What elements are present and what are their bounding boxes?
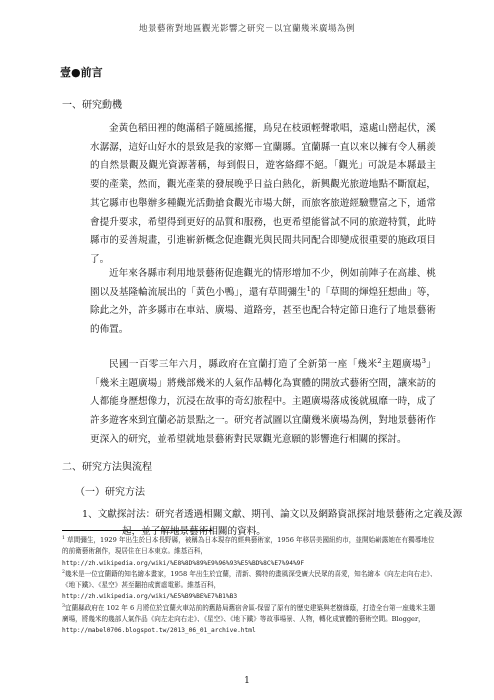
footnote-2-text: 幾米是一位宜蘭籍的知名繪本畫家，1958 年出生於宜蘭，清新、獨特的畫風深受廣大民眾的喜愛，知名繪本《向左走向右走》、《地下鐵》、《星空》甚至翻拍成實虛電影。維基百科， (62, 569, 437, 590)
paragraph-3-text-a: 民國一百零三年六月，縣政府在宜蘭打造了全新第一座「幾米 (109, 359, 378, 370)
footnote-ref-2[interactable]: 2 (377, 356, 382, 365)
footnote-1-link[interactable]: http://zh.wikipedia.org/wiki/%E8%8D%89%E9%96%93%E5%BD%8C%E7%94%9F (62, 559, 305, 567)
list-item-text: 文獻探討法：研究者透過相關文獻、期刊、論文以及網路資訊探討地景藝術之定義及源起，並了解地景藝術相關的資料。 (97, 509, 463, 537)
footnote-3-number: 3 (62, 603, 65, 609)
footnote-ref-1[interactable]: 1 (306, 284, 311, 293)
footnote-divider (62, 530, 212, 531)
footnote-1-text: 草間彌生，1929 年出生於日本長野縣，被稱為日本現存的經典藝術家，1956 年移居美國紐約市，並開始嶄露她在有獨導地位的前衛藝術創作，現居住在日本東京。維基百科， (62, 536, 435, 556)
footnote-3-link[interactable]: http://mabel0706.blogspot.tw/2013_06_01_archive.html (62, 627, 256, 635)
footnotes (62, 535, 440, 637)
footnote-ref-3[interactable]: 3 (421, 356, 427, 365)
paragraph-3-text-b: 主題廣場 (381, 359, 422, 370)
paragraph-1: 金黃色稻田裡的飽滿稻子隨風搖擺，鳥兒在枝頭輕聲歌唱，遠處山巒起伏，溪水潺潺，這好山好水的景致是我的家鄉－宜蘭縣。宜蘭縣一直以來以擁有令人稱羨的自然景觀及觀光資源著稱，每到假日，遊客絡繹不絕。「觀光」可說是本縣最主要的產業，然而，觀光產業的發展晚乎日益白熱化，新興觀光旅遊地點不斷竄起，其它縣市也舉辦多種觀光活動搶食觀光市場大餅，而旅客旅遊經驗豐富之下，通常會提升要求，希望得到更好的品質和服務，也更希望能嘗試不同的旅遊特質，此時縣市的妥善規畫，引進嶄新概念促進觀光與民間共同配合即變成很重要的施政項目了。 (90, 123, 436, 265)
footnote-2-number: 2 (62, 569, 65, 575)
running-header: 地景藝術對地區觀光影響之研究－以宜蘭幾米廣場為例 (138, 24, 355, 34)
section-heading-motivation: 一、研究動機 (62, 100, 122, 111)
section-heading-methods: 二、研究方法與流程 (62, 462, 152, 473)
paragraph-2 (90, 265, 436, 340)
list-item-number: 1、 (82, 509, 98, 520)
footnote-1-number: 1 (62, 535, 65, 541)
paragraph-2-text-b: 的「草間的煇煌狂想曲」等，除此之外，許多縣市在車站、廣場、道路旁，甚至也配合特定節日進行了地景藝術的佈置。 (90, 286, 437, 336)
chapter-title: 壹●前言 (60, 66, 103, 79)
footnote-3 (62, 603, 440, 637)
footnote-2 (62, 569, 440, 603)
subsection-heading-methods: （一）研究方法 (75, 487, 145, 498)
footnote-3-text: 宜蘭縣政府在 102 年 6 月將位於宜蘭火車站前的舊路局舊宿舍區-保留了原有的歷史建築與老樹綠蔭，打造全台第一座幾米主題廣場，將幾米的幾部人氣作品《向左走向右走》、《星空》、《地下鐵》等故事場景、人物，轉化成實體的藝術空間。Blogger， (62, 603, 436, 624)
footnote-1 (62, 535, 440, 569)
paragraph-3-text-c: 」「幾米主題廣場」將幾部幾米的人氣作品轉化為實體的開放式藝術空間，讓來訪的人都能身歷想像力，沉浸在故事的奇幻旅程中。主題廣場落成後就風靡一時，成了許多遊客來到宜蘭必訪景點之一。研究者試圖以宜蘭幾米廣場為例，對地景藝術作更深入的研究，並希望就地景藝術對民眾觀光意願的影響進行相關的探討。 (90, 359, 437, 445)
page-number: 1 (244, 676, 250, 686)
paragraph-2-text-a: 近年來各縣市利用地景藝術促進觀光的情形增加不少，例如前陣子在高雄、桃園以及基隆輪流展出的「黃色小鴨」，還有草間彌生 (90, 268, 436, 298)
paragraph-3 (90, 356, 436, 450)
footnote-2-link[interactable]: http://zh.wikipedia.org/wiki/%E5%B9%BE%E7%B1%B3 (62, 593, 238, 601)
